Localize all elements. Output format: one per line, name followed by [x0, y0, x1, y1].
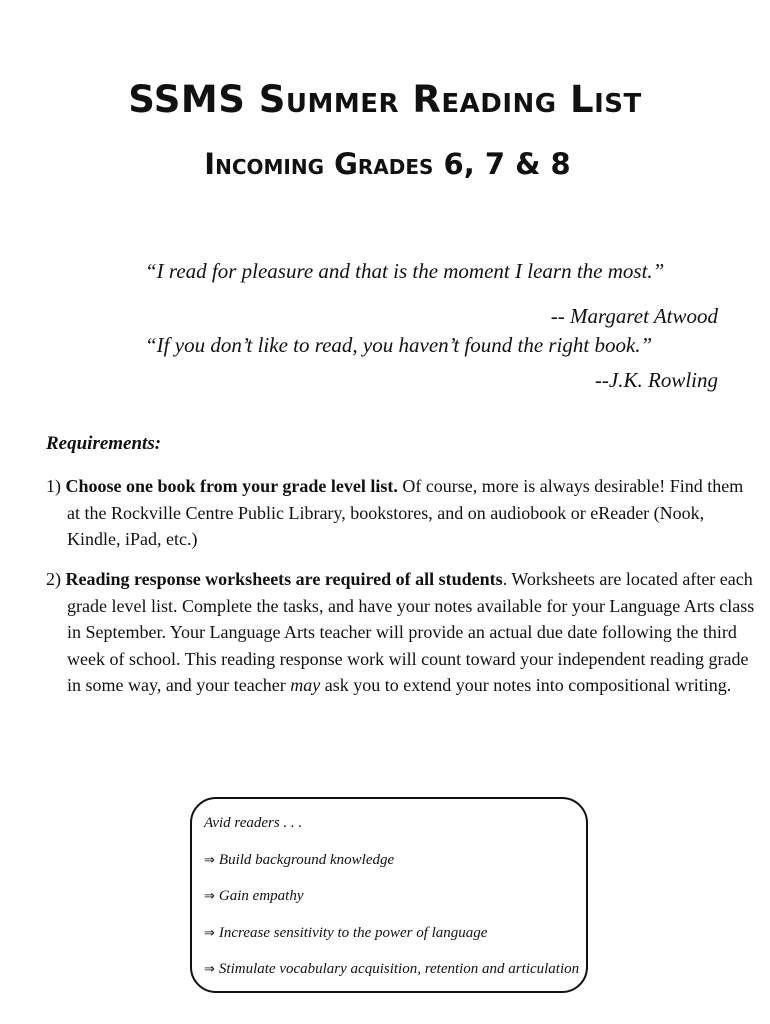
requirement-1 [46, 473, 757, 553]
callout-intro: Avid readers . . . [204, 815, 303, 831]
quote-2-text: “If you don’t like to read, you haven’t found the right book.” [145, 333, 653, 357]
avid-readers-callout [190, 797, 588, 993]
double-arrow-right-icon: ⇒ [204, 925, 215, 941]
callout-item [204, 852, 586, 889]
double-arrow-right-icon: ⇒ [204, 962, 215, 977]
requirement-2-number: 2) [46, 569, 61, 589]
callout-item-text: Gain empathy [218, 888, 304, 904]
callout-item-text: Increase sensitivity to the power of language [218, 924, 488, 941]
callout-item-text: Build background knowledge [218, 851, 395, 868]
callout-item [204, 925, 586, 962]
requirement-2-rest: . Worksheets are located after each grade level list. Complete the tasks, and have your notes available for your Language Arts class in September. Your Language Arts teacher will provide an actual due date following the third week of school. This reading response work will count toward your independent reading grade in some way, and your teacher [67, 569, 755, 695]
callout-item [204, 961, 586, 998]
requirement-1-number: 1) [46, 476, 61, 496]
requirement-2-bold: Reading response worksheets are required of all students [65, 569, 503, 589]
page-title: SSMS Summer Reading List [128, 78, 642, 121]
double-arrow-right-icon: ⇒ [204, 852, 215, 868]
quote-2-author: --J.K. Rowling [594, 368, 718, 392]
requirements-heading: Requirements: [46, 433, 162, 454]
double-arrow-right-icon: ⇒ [204, 889, 215, 904]
quote-1-author: -- Margaret Atwood [550, 304, 718, 328]
requirement-2-tail: ask you to extend your notes into compositional writing. [320, 675, 732, 695]
requirement-2 [46, 566, 757, 699]
requirement-1-bold: Choose one book from your grade level list. [65, 476, 398, 496]
callout-item [204, 888, 586, 925]
requirement-1-rest: Of course, more is always desirable! Find them at the Rockville Centre Public Library, bookstores, and on audiobook or eReader (Nook, Kindle, iPad, etc.) [67, 476, 744, 549]
page-subtitle: Incoming Grades 6, 7 & 8 [204, 147, 571, 181]
requirement-2-emphasis: may [290, 675, 321, 695]
callout-item-text: Stimulate vocabulary acquisition, retention and articulation [218, 961, 580, 977]
quote-1-text: “I read for pleasure and that is the moment I learn the most.” [145, 259, 665, 283]
